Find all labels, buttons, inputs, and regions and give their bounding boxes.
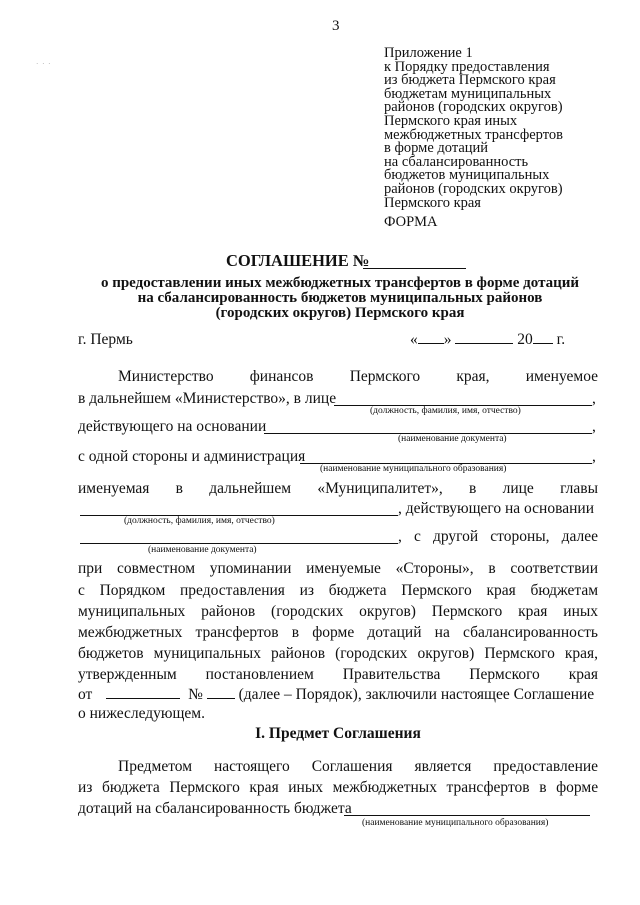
agreement-subtitle-line: (городских округов) Пермского края — [215, 305, 465, 321]
preamble-line-11: межбюджетных трансфертов в форме дотаций на сбалансированность — [78, 624, 598, 641]
agreement-subtitle-line: на сбалансированность бюджетов муниципальных районов — [137, 290, 543, 306]
appendix-line: на сбалансированность — [384, 153, 529, 170]
date-quote-close: » — [443, 331, 452, 348]
appendix-line: Пермского края иных — [384, 112, 518, 129]
agreement-date — [410, 331, 565, 349]
hint-document-2: (наименование документа) — [148, 545, 257, 555]
decree-number-blank — [207, 698, 235, 699]
subject-line-2: из бюджета Пермского края иных межбюджетных трансфертов в форме — [78, 779, 599, 796]
appendix-line: бюджетам муниципальных — [384, 85, 552, 102]
hint-document: (наименование документа) — [398, 434, 507, 444]
decree-date-blank — [106, 698, 180, 699]
appendix-line: районов (городских округов) — [384, 99, 563, 116]
hint-position: (должность, фамилия, имя, отчество) — [370, 406, 521, 416]
preamble-line-4: с одной стороны и администрация — [78, 448, 306, 465]
date-quote-open: « — [410, 331, 418, 348]
appendix-line: к Порядку предоставления — [384, 58, 550, 75]
day-blank — [418, 343, 444, 344]
page-number: 3 — [332, 18, 340, 34]
preamble-line-10: муниципальных районов (городских округов) Пермского края иных — [78, 603, 599, 620]
preamble-line-14: от № (далее – Порядок), заключили настоящее Соглашение — [78, 686, 595, 703]
subject-line-1: Предметом настоящего Соглашения является предоставление — [118, 758, 599, 775]
appendix-line: Пермского края — [384, 194, 481, 211]
preamble-line-8: при совместном упоминании именуемые «Стороны», в соответствии — [78, 560, 598, 577]
head-basis-blank — [80, 543, 398, 544]
year-suffix: г. — [556, 331, 566, 348]
appendix-header — [384, 47, 563, 210]
agreement-place: г. Пермь — [78, 331, 133, 348]
margin-specks: · · · — [36, 60, 52, 68]
preamble-line-6: , действующего на основании — [398, 500, 594, 517]
subject-municipality-blank — [344, 815, 590, 816]
preamble-line-13: утвержденным постановлением Правительства Пермского края — [78, 666, 599, 683]
hint-municipality: (наименование муниципального образования) — [320, 464, 507, 474]
preamble-line-12: бюджетов муниципальных районов (городских округов) Пермского края, — [78, 645, 599, 662]
appendix-line: из бюджета Пермского края — [384, 72, 556, 89]
preamble-line-3: действующего на основании — [78, 418, 267, 435]
form-label: ФОРМА — [384, 214, 438, 230]
agreement-title: СОГЛАШЕНИЕ № — [226, 251, 370, 270]
preamble-line-2: в дальнейшем «Министерство», в лице — [78, 390, 337, 407]
hint-position-2: (должность, фамилия, имя, отчество) — [124, 516, 275, 526]
appendix-line: в форме дотаций — [384, 140, 489, 157]
year-prefix: 20 — [517, 331, 533, 348]
subject-line-3: дотаций на сбалансированность бюджета — [78, 800, 352, 817]
preamble-line-7: , с другой стороны, далее — [398, 528, 599, 545]
appendix-line: районов (городских округов) — [384, 180, 563, 197]
appendix-line: бюджетов муниципальных — [384, 167, 550, 184]
preamble-line-1: Министерство финансов Пермского края, именуемое — [118, 368, 599, 385]
agreement-number-blank — [363, 268, 466, 269]
appendix-line: межбюджетных трансфертов — [384, 126, 563, 143]
preamble-line-15: о нижеследующем. — [78, 705, 205, 722]
month-blank — [455, 343, 513, 344]
appendix-line: Приложение 1 — [384, 45, 473, 61]
preamble-line-9: с Порядком предоставления из бюджета Пермского края бюджетам — [78, 582, 599, 599]
section-heading: I. Предмет Соглашения — [255, 725, 421, 742]
agreement-subtitle-line: о предоставлении иных межбюджетных трансфертов в форме дотаций — [100, 275, 580, 291]
preamble-line-5: именуемая в дальнейшем «Муниципалитет», в лице главы — [78, 480, 598, 497]
hint-municipality-2: (наименование муниципального образования) — [362, 818, 549, 828]
year-blank — [533, 343, 553, 344]
